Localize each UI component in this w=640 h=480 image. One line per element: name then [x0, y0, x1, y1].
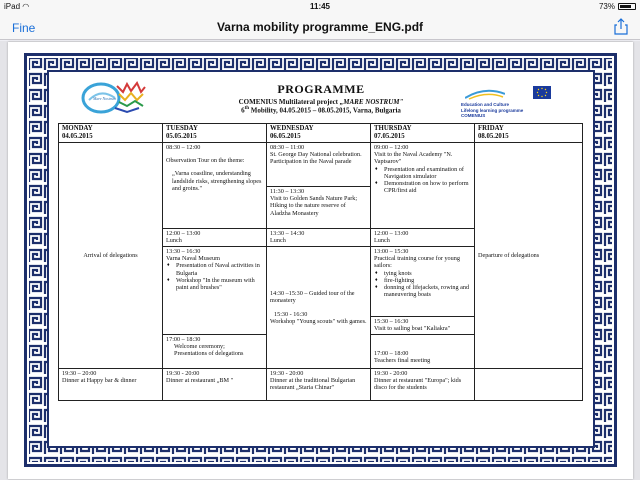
battery-status: 73% [599, 2, 636, 11]
device-label: iPad ◠ [4, 2, 30, 11]
monday-arrival-cell: Arrival of delegations [59, 143, 163, 369]
pdf-viewer[interactable] [0, 41, 640, 480]
tuesday-lunch-cell: 12:00 – 13:00 Lunch [163, 229, 267, 247]
tuesday-evening-cell: 17:00 – 18:30 Welcome ceremony; Presentations of delegations [163, 335, 267, 369]
day-header: MONDAY 04.05.2015 [59, 124, 163, 143]
project-line: COMENIUS Multilateral project „MARE NOSTRUM" [238, 98, 404, 106]
tuesday-morning-cell: 08:30 – 12:00 Observation Tour on the theme: „Varna coastline, understanding landslide risks, strengthening slopes and groins." [163, 143, 267, 229]
navigation-bar [0, 14, 640, 40]
wednesday-afternoon-cell: 14:30 –15:30 – Guided tour of the monastery 15:30 - 16:30 Workshop "Young scouts" with games. [267, 247, 371, 369]
wednesday-dinner-cell: 19:30 - 20:00 Dinner at the traditional Bulgarian restaurant „Staria Chinar" [267, 369, 371, 401]
battery-icon [618, 3, 636, 10]
svg-text:Mare Nostrum: Mare Nostrum [93, 96, 117, 101]
day-header: FRIDAY 08.05.2015 [475, 124, 583, 143]
lifelong-learning-arrow-icon [465, 88, 505, 100]
wednesday-morning-cell: 08:30 – 11:00 St. George Day National celebration. Participation in the Naval parade 11:30 – 13:30 Visit to Golden Sands Nature Park; Hiking to the nature reserve of Aladzha Monastery [267, 143, 371, 229]
status-time: 11:45 [309, 2, 331, 11]
status-bar [0, 0, 640, 14]
thursday-lunch-cell: 12:00 – 13:00 Lunch [371, 229, 475, 247]
friday-departure-cell: Departure of delegations [475, 143, 583, 369]
eu-flag-icon [533, 86, 551, 99]
tuesday-dinner-cell: 19:30 - 20:00 Dinner at restaurant „BM " [163, 369, 267, 401]
table-header-row [59, 124, 583, 143]
programme-content [47, 70, 595, 448]
day-header: THURSDAY 07.05.2015 [371, 124, 475, 143]
pdf-page [8, 42, 633, 479]
document-title: Varna mobility programme_ENG.pdf [216, 20, 424, 34]
mobility-line: 6th Mobility, 04.05.2015 – 08.05.2015, Varna, Bulgaria [241, 106, 401, 115]
thursday-evening-cell: 17:00 – 18:00 Teachers final meeting [371, 335, 475, 369]
thursday-dinner-cell: 19:30 - 20:00 Dinner at restaurant "Europa"; kids disco for the students [371, 369, 475, 401]
day-header: WEDNESDAY 06.05.2015 [267, 124, 371, 143]
table-row [59, 369, 583, 401]
wifi-icon: ◠ [22, 2, 30, 11]
schedule-table [58, 123, 583, 401]
greek-key-border [24, 53, 617, 467]
day-header: TUESDAY 05.05.2015 [163, 124, 267, 143]
monday-dinner-cell: 19:30 – 20:00 Dinner at Happy bar & dinner [59, 369, 163, 401]
eu-comenius-logo [461, 86, 551, 120]
back-button[interactable]: Fine [12, 21, 36, 35]
thursday-morning-cell: 09:00 – 12:00 Visit to the Naval Academy "N. Vaptsarov" ♦ Presentation and examination of Navigation simulator ♦ Demonstration on how to perform CPR/first aid [371, 143, 475, 229]
tuesday-afternoon-cell: 13:30 – 16:30 Varna Naval Museum ♦ Presentation of Naval activities in Bulgaria ♦ Workshop "In the museum with paint and brushes" [163, 247, 267, 335]
thursday-afternoon-cell: 13:00 – 15:30 Practical training course for young sailors: ♦ tying knots ♦ fire-fighting ♦ donning of lifejackets, rowing and maneuvering boats 15:30 – 16:30 Visit to sailing boat "Kaliakra" [371, 247, 475, 335]
programme-title: PROGRAMME [277, 82, 365, 96]
table-row [59, 143, 583, 229]
wednesday-lunch-cell: 13:30 – 14:30 Lunch [267, 229, 371, 247]
eu-programme-text: Education and Culture Lifelong learning programme COMENIUS [461, 102, 524, 118]
friday-dinner-cell [475, 369, 583, 401]
share-icon[interactable] [614, 18, 628, 35]
